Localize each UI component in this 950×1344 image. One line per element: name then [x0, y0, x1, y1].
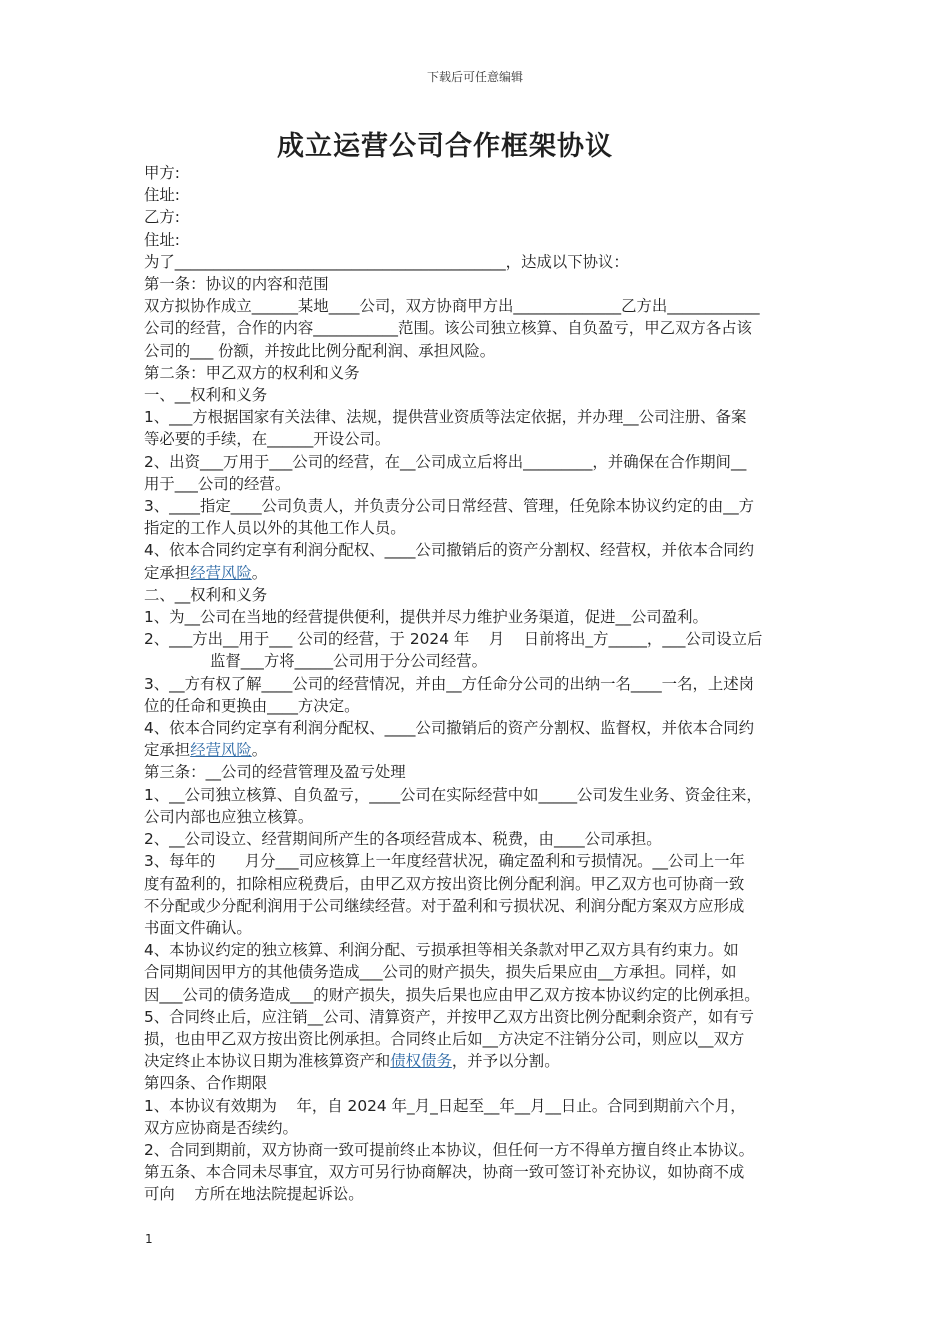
body-line-text: 监督___方将_____公司用于分公司经营。: [210, 652, 488, 671]
body-line-text: 公司的经营，合作的内容___________范围。该公司独立核算、自负盈亏，甲乙双方各占该: [144, 319, 752, 338]
body-line: [144, 384, 808, 406]
body-line: [144, 850, 808, 872]
body-line: [144, 717, 808, 739]
body-line: [144, 895, 808, 917]
body-line: [144, 184, 808, 206]
page-header-note: 下载后可任意编辑: [426, 70, 523, 84]
body-line-text: 2、___方出__用于___ 公司的经营，于 2024 年 月 日前将出_方_____，___公司设立后: [144, 630, 763, 649]
body-line-text: 第二条：甲乙双方的权利和义务: [144, 363, 360, 382]
body-line: [144, 1139, 808, 1161]
body-line: [144, 495, 808, 517]
body-line: [144, 1183, 808, 1205]
body-line-text: 乙方:: [144, 208, 180, 227]
body-line: [144, 873, 808, 895]
inline-link[interactable]: 经营风险: [190, 741, 252, 760]
body-line: [144, 473, 808, 495]
body-line-text: 3、____指定____公司负责人，并负责分公司日常经营、管理，任免除本协议约定的由__方: [144, 497, 755, 516]
body-line: [144, 251, 808, 273]
body-line: [144, 295, 808, 317]
inline-link[interactable]: 债权债务: [390, 1052, 452, 1071]
body-line-text: 定承担: [144, 741, 191, 760]
body-line: [144, 317, 808, 339]
body-line: [144, 828, 808, 850]
body-line-text: 1、本协议有效期为 年，自 2024 年_月_日起至__年__月__日止。合同到期前六个月，: [144, 1096, 746, 1115]
body-line-text: 3、__方有权了解____公司的经营情况，并由__方任命分公司的出纳一名____一名，上述岗: [144, 674, 755, 693]
body-line-text: 住址:: [144, 230, 180, 249]
body-line: [144, 606, 808, 628]
body-line-text: 4、依本合同约定享有利润分配权、____公司撤销后的资产分割权、监督权，并依本合同约: [144, 719, 755, 738]
body-line-text: 因___公司的债务造成___的财产损失，损失后果也应由甲乙双方按本协议约定的比例承担。: [144, 985, 760, 1004]
body-line-text: 为了___________________________________________，达成以下协议：: [144, 252, 629, 271]
body-line-text: 定承担: [144, 563, 191, 582]
body-line-text: 可向 方所在地法院提起诉讼。: [144, 1185, 364, 1204]
body-line-text: 公司的___ 份额，并按此比例分配利润、承担风险。: [144, 341, 496, 360]
document-body: [144, 162, 808, 1206]
body-line: [144, 584, 808, 606]
body-line-text: 二、__权利和义务: [144, 585, 268, 604]
body-line-text: 用于___公司的经营。: [144, 474, 291, 493]
body-line: [144, 162, 808, 184]
body-line-text: 3、每年的 月分___司应核算上一年度经营状况，确定盈利和亏损情况。__公司上一年: [144, 852, 745, 871]
body-line: [144, 784, 808, 806]
body-line-text: 决定终止本协议日期为准核算资产和: [144, 1052, 391, 1071]
body-line-text: 双方拟协作成立______某地____公司，双方协商甲方出______________乙方出____________: [144, 297, 760, 316]
body-line: [144, 1161, 808, 1183]
body-line-text: 双方应协商是否续约。: [144, 1118, 298, 1137]
body-line: [144, 1117, 808, 1139]
body-line-text: 住址:: [144, 186, 180, 205]
body-line: [144, 628, 808, 650]
body-line: [144, 1006, 808, 1028]
body-line: [144, 340, 808, 362]
body-line-text-tail: 。: [251, 741, 268, 760]
body-line: [144, 761, 808, 783]
body-line-text: 合同期间因甲方的其他债务造成___公司的财产损失，损失后果应由__方承担。同样，如: [144, 963, 737, 982]
body-line-text: 4、本协议约定的独立核算、利润分配、亏损承担等相关条款对甲乙双方具有约束力。如: [144, 941, 739, 960]
body-line-text-tail: 。: [251, 563, 268, 582]
body-line-text: 第五条、本合同未尽事宜，双方可另行协商解决，协商一致可签订补充协议，如协商不成: [144, 1163, 745, 1182]
body-line-text: 第一条：协议的内容和范围: [144, 275, 329, 294]
body-line-text: 2、出资___万用于___公司的经营，在__公司成立后将出_________，并确保在合作期间__: [144, 452, 747, 471]
body-line-text: 损，也由甲乙双方按出资比例承担。合同终止后如__方决定不注销分公司，则应以__双方: [144, 1029, 745, 1048]
body-line: [144, 1072, 808, 1094]
body-line-text: 度有盈利的，扣除相应税费后，由甲乙双方按出资比例分配利润。甲乙双方也可协商一致: [144, 874, 745, 893]
inline-link[interactable]: 经营风险: [190, 563, 252, 582]
document-title: 成立运营公司合作框架协议: [277, 131, 613, 162]
body-line: [144, 1050, 808, 1072]
body-line-text: 第三条：__公司的经营管理及盈亏处理: [144, 763, 406, 782]
body-line-text: 指定的工作人员以外的其他工作人员。: [144, 519, 406, 538]
body-line: [144, 673, 808, 695]
page-number: 1: [145, 1232, 153, 1246]
body-line: [144, 739, 808, 761]
body-line: [144, 206, 808, 228]
body-line-text: 1、___方根据国家有关法律、法规，提供营业资质等法定依据，并办理__公司注册、备案: [144, 408, 747, 427]
body-line: [144, 1028, 808, 1050]
body-line: [144, 428, 808, 450]
body-line-text: 1、为__公司在当地的经营提供便利，提供并尽力维护业务渠道，促进__公司盈利。: [144, 608, 708, 627]
body-line-text: 5、合同终止后，应注销__公司、清算资产，并按甲乙双方出资比例分配剩余资产，如有亏: [144, 1007, 755, 1026]
body-line: [144, 517, 808, 539]
body-line-text: 4、依本合同约定享有利润分配权、____公司撤销后的资产分割权、经营权，并依本合同约: [144, 541, 755, 560]
body-line: [144, 451, 808, 473]
body-line: [144, 539, 808, 561]
body-line: [144, 917, 808, 939]
body-line-text-tail: ，并予以分割。: [451, 1052, 560, 1071]
body-line-text: 一、__权利和义务: [144, 386, 268, 405]
body-line: [144, 406, 808, 428]
body-line-text: 书面文件确认。: [144, 918, 252, 937]
body-line-text: 不分配或少分配利润用于公司继续经营。对于盈利和亏损状况、利润分配方案双方应形成: [144, 896, 745, 915]
body-line-text: 甲方:: [144, 164, 180, 182]
body-line-text: 公司内部也应独立核算。: [144, 807, 314, 826]
body-line: [144, 806, 808, 828]
body-line: [144, 961, 808, 983]
body-line: [144, 695, 808, 717]
body-line: [144, 650, 808, 672]
body-line-text: 2、__公司设立、经营期间所产生的各项经营成本、税费，由____公司承担。: [144, 830, 662, 849]
body-line-text: 位的任命和更换由____方决定。: [144, 696, 360, 715]
body-line: [144, 362, 808, 384]
body-line: [144, 229, 808, 251]
body-line: [144, 984, 808, 1006]
body-line-text: 2、合同到期前，双方协商一致可提前终止本协议，但任何一方不得单方擅自终止本协议。: [144, 1140, 755, 1159]
body-line-text: 等必要的手续，在______开设公司。: [144, 430, 391, 449]
body-line: [144, 939, 808, 961]
body-line-text: 1、__公司独立核算、自负盈亏，____公司在实际经营中如_____公司发生业务、资金往来，: [144, 785, 762, 804]
body-line-text: 第四条、合作期限: [144, 1074, 268, 1093]
body-line: [144, 273, 808, 295]
body-line: [144, 1095, 808, 1117]
body-line: [144, 562, 808, 584]
